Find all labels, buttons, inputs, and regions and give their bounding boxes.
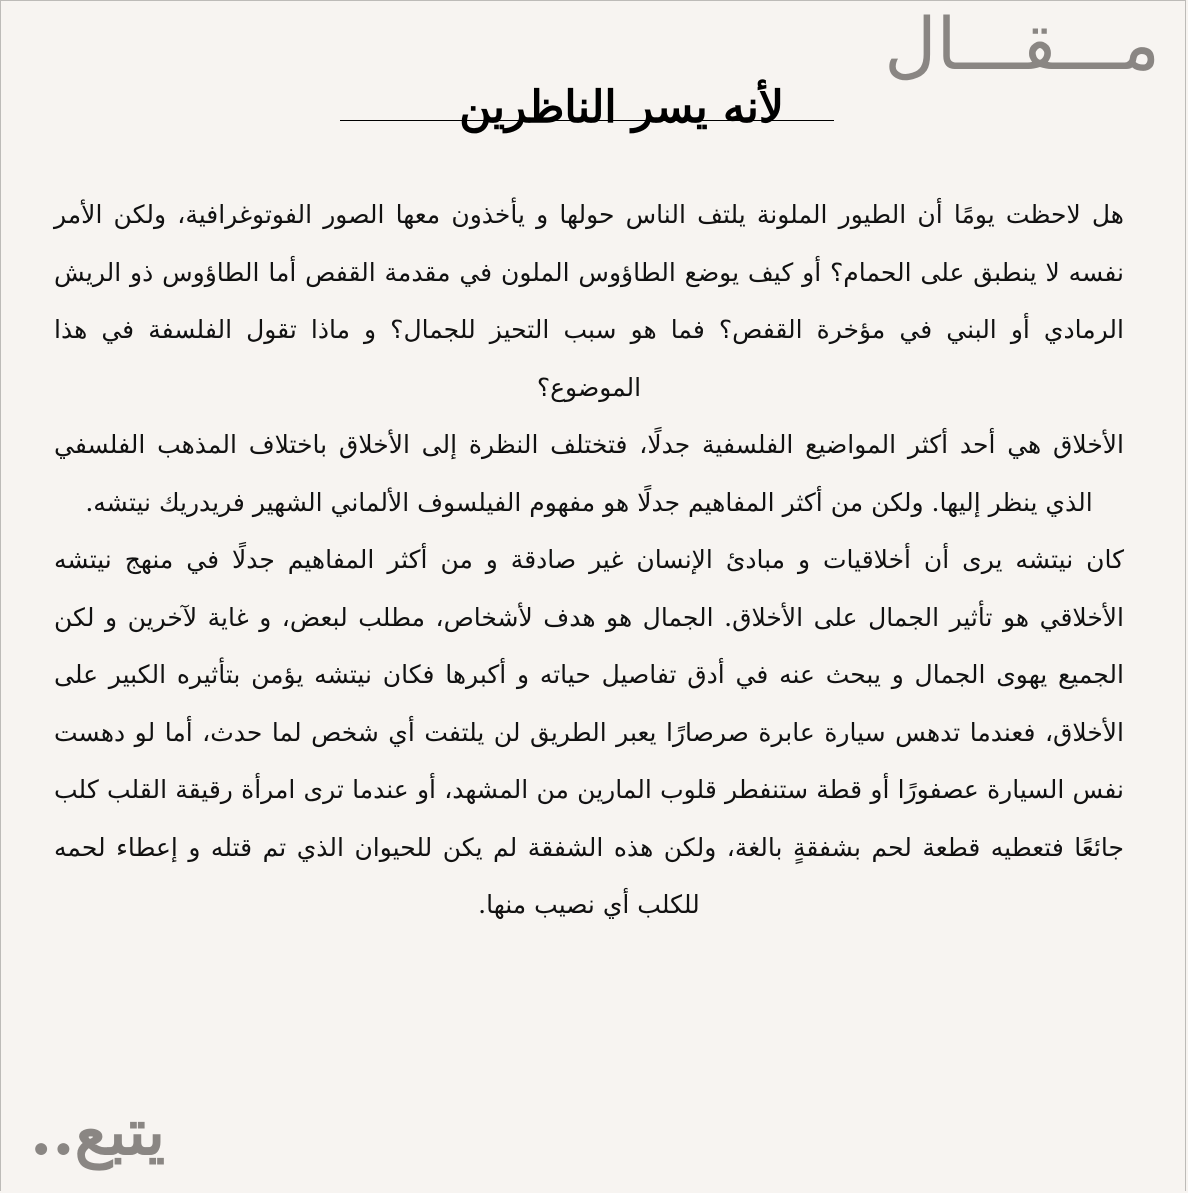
section-label: مـــقـــال	[884, 2, 1160, 86]
article-paragraph-3: كان نيتشه يرى أن أخلاقيات و مبادئ الإنسان غير صادقة و من أكثر المفاهيم جدلًا في منهج نيتشه الأخلاقي هو تأثير الجمال على الأخلاق. الجمال هو هدف لأشخاص، مطلب لبعض، و غاية لآخرين و لكن الجميع يهوى الجمال و يبحث عنه في أدق تفاصيل حياته و أكبرها فكان نيتشه يؤمن بتأثيره الكبير على الأخلاق، فعندما تدهس سيارة عابرة صرصارًا يعبر الطريق لن يلتفت أي شخص لما حدث، أما لو دهست نفس السيارة عصفورًا أو قطة ستنفطر قلوب المارين من المشهد، أو عندما ترى امرأة رقيقة القلب كلب جائعًا فتعطيه قطعة لحم بشفقةٍ بالغة، ولكن هذه الشفقة لم يكن للحيوان الذي تم قتله و إعطاء لحمه للكلب أي نصيب منها.	[54, 545, 1124, 919]
article-body	[54, 186, 1124, 934]
title-block	[340, 82, 834, 146]
article-title: لأنه يسر الناظرين	[459, 82, 784, 133]
article-paragraph-2: الأخلاق هي أحد أكثر المواضيع الفلسفية جدلًا، فتختلف النظرة إلى الأخلاق باختلاف المذهب الفلسفي الذي ينظر إليها. ولكن من أكثر المفاهيم جدلًا هو مفهوم الفيلسوف الألماني الشهير فريدريك نيتشه.	[54, 430, 1124, 517]
continued-label: يتبع..	[30, 1095, 166, 1170]
article-paragraph-1: هل لاحظت يومًا أن الطيور الملونة يلتف الناس حولها و يأخذون معها الصور الفوتوغرافية، ولكن الأمر نفسه لا ينطبق على الحمام؟ أو كيف يوضع الطاؤوس الملون في مقدمة القفص أما الطاؤوس ذو الريش الرمادي أو البني في مؤخرة القفص؟ فما هو سبب التحيز للجمال؟ و ماذا تقول الفلسفة في هذا الموضوع؟	[54, 200, 1124, 402]
